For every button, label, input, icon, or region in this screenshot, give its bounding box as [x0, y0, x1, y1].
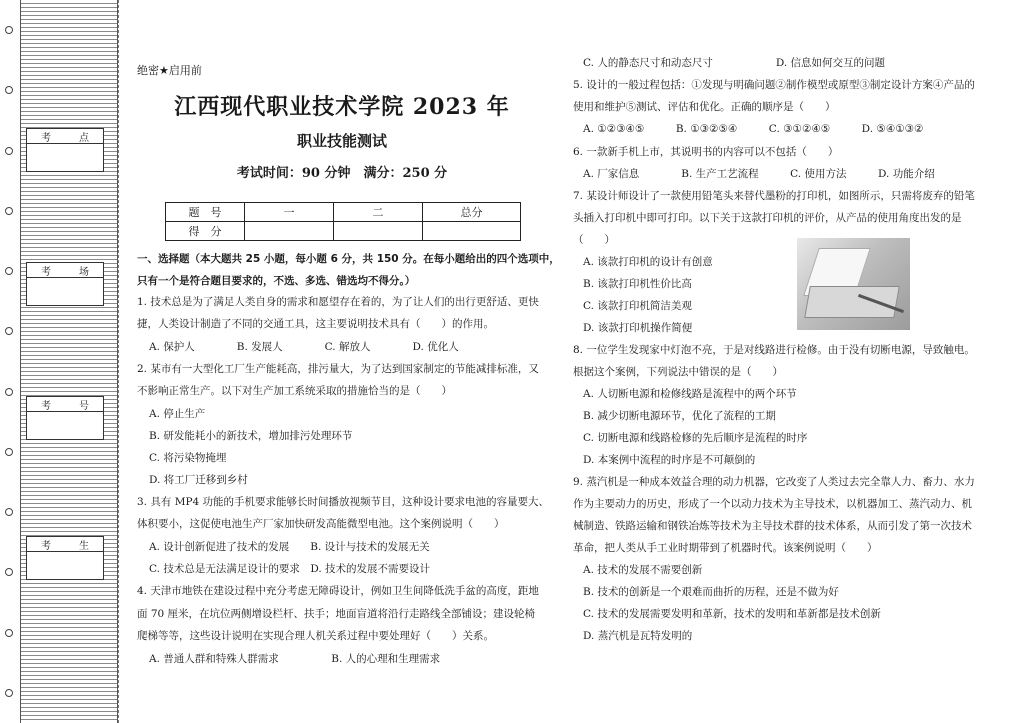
question-line: 不影响正常生产。以下对生产加工系统采取的措施恰当的是（ ）	[137, 385, 452, 397]
label-char: 号	[79, 400, 89, 412]
printer-body	[804, 286, 900, 318]
question-line: 面 70 厘米，在坑位两侧增设栏杆、扶手；地面盲道将沿行走路线全部铺设；建设轮椅	[137, 608, 536, 620]
option-line: C. 切断电源和线路检修的先后顺序是流程的时序	[583, 432, 808, 444]
question-line: 9. 蒸汽机是一种成本效益合理的动力机器，它改变了人类过去完全靠人力、畜力、水力	[573, 476, 975, 488]
option-line: A. 人切断电源和检修线路是流程中的两个环节	[583, 388, 797, 400]
question-line: 革命，把人类从手工业时期带到了机器时代。该案例说明（ ）	[573, 542, 878, 554]
hole-icon	[5, 508, 13, 516]
question-line: 头插入打印机中即可打印。以下关于这款打印机的评价，从产品的使用角度出发的是	[573, 212, 962, 224]
option-line: A. 普通人群和特殊人群需求 B. 人的心理和生理需求	[149, 653, 441, 665]
label-char: 场	[79, 266, 89, 278]
section-heading: 只有一个是符合题目要求的，不选、多选、错选均不得分。）	[137, 275, 416, 287]
hole-icon	[5, 26, 13, 34]
option-line: A. 厂家信息 B. 生产工艺流程 C. 使用方法 D. 功能介绍	[583, 168, 935, 180]
label-char: 生	[79, 540, 89, 552]
option-line: D. 本案例中流程的时序是不可颠倒的	[583, 454, 756, 466]
binding-holes	[4, 0, 14, 723]
option-line: C. 技术的发展需要发明和革新，技术的发明和革新都是技术创新	[583, 608, 881, 620]
table-cell: 得 分	[166, 222, 245, 241]
label-char: 考	[41, 132, 51, 144]
hole-icon	[5, 388, 13, 396]
table-cell	[245, 222, 334, 241]
secret-label: 绝密★启用前	[137, 64, 202, 77]
option-line: B. 该款打印机性价比高	[583, 278, 692, 290]
label-char: 考	[41, 540, 51, 552]
label-char: 考	[41, 400, 51, 412]
question-line: 根据这个案例，下列说法中错误的是（ ）	[573, 366, 783, 378]
cut-line	[118, 0, 119, 723]
option-line: B. 技术的创新是一个艰难而曲折的历程，还是不做为好	[583, 586, 839, 598]
table-cell	[423, 222, 521, 241]
exam-number-box	[26, 396, 104, 440]
option-line: A. 停止生产	[149, 408, 206, 420]
option-line: D. 该款打印机操作简便	[583, 322, 693, 334]
question-line: 体积要小，这促使电池生产厂家加快研发高能微型电池。这个案例说明（ ）	[137, 518, 505, 530]
question-line: 爬梯等等，这些设计说明在实现合理人机关系过程中要处理好（ ）关系。	[137, 630, 494, 642]
question-line: 捷，人类设计制造了不同的交通工具，这主要说明技术具有（ ）的作用。	[137, 318, 494, 330]
question-line: 械制造、铁路运输和钢铁冶炼等技术为主导技术群的技术体系，从而引发了第一次技术	[573, 520, 972, 532]
hole-icon	[5, 267, 13, 275]
option-line: D. 蒸汽机是瓦特发明的	[583, 630, 693, 642]
score-table-row	[166, 203, 521, 222]
option-line: C. 人的静态尺寸和动态尺寸 D. 信息如何交互的问题	[583, 57, 886, 69]
question-line: 3. 具有 MP4 功能的手机要求能够长时间播放视频节目，这种设计要求电池的容量要大、	[137, 496, 550, 508]
exam-title: 江西现代职业技术学院 2023 年	[174, 94, 510, 120]
table-cell: 总分	[423, 203, 521, 222]
option-line: C. 将污染物掩埋	[149, 452, 227, 464]
section-heading: 一、选择题（本大题共 25 小题，每小题 6 分，共 150 分。在每小题给出的四个选项中，	[137, 253, 560, 265]
option-line: C. 该款打印机简洁美观	[583, 300, 692, 312]
option-line: D. 将工厂迁移到乡村	[149, 474, 248, 486]
question-line: 7. 某设计师设计了一款使用铅笔头来替代墨粉的打印机，如图所示，只需将废弃的铅笔	[573, 190, 975, 202]
table-cell: 二	[334, 203, 423, 222]
exam-subtitle: 职业技能测试	[296, 132, 387, 150]
question-line: 8. 一位学生发现家中灯泡不亮，于是对线路进行检修。由于没有切断电源，导致触电。	[573, 344, 975, 356]
table-cell: 一	[245, 203, 334, 222]
option-line: A. 技术的发展不需要创新	[583, 564, 703, 576]
hole-icon	[5, 689, 13, 697]
hole-icon	[5, 568, 13, 576]
question-line: 1. 技术总是为了满足人类自身的需求和愿望存在着的，为了让人们的出行更舒适、更快	[137, 296, 539, 308]
hole-icon	[5, 207, 13, 215]
exam-time-info: 考试时间：90 分钟 满分：250 分	[236, 166, 448, 181]
exam-site-box	[26, 128, 104, 172]
question-line: （ ）	[573, 234, 615, 246]
candidate-box	[26, 536, 104, 580]
hole-icon	[5, 629, 13, 637]
question-line: 5. 设计的一般过程包括：①发现与明确问题②制作模型或原型③制定设计方案④产品的	[573, 79, 975, 91]
question-line: 2. 某市有一大型化工厂生产能耗高，排污量大，为了达到国家制定的节能减排标准，又	[137, 363, 539, 375]
hole-icon	[5, 448, 13, 456]
hole-icon	[5, 327, 13, 335]
question-line: 6. 一款新手机上市，其说明书的内容可以不包括（ ）	[573, 146, 839, 158]
pencil-printer-image	[797, 238, 910, 330]
label-char: 点	[79, 132, 89, 144]
option-line: B. 研发能耗小的新技术，增加排污处理环节	[149, 430, 353, 442]
option-line: A. 设计创新促进了技术的发展 B. 设计与技术的发展无关	[149, 541, 430, 553]
option-line: B. 减少切断电源环节，优化了流程的工期	[583, 410, 776, 422]
table-cell: 题 号	[166, 203, 245, 222]
hole-icon	[5, 86, 13, 94]
label-char: 考	[41, 266, 51, 278]
option-line: A. 该款打印机的设计有创意	[583, 256, 713, 268]
question-line: 作为主要动力的历史，形成了一个以动力技术为主导技术，以机器加工、蒸汽动力、机	[573, 498, 972, 510]
table-cell	[334, 222, 423, 241]
hole-icon	[5, 147, 13, 155]
option-line: A. 保护人 B. 发展人 C. 解放人 D. 优化人	[149, 341, 459, 353]
score-table	[165, 202, 521, 241]
option-line: A. ①②③④⑤ B. ①③②⑤④ C. ③①②④⑤ D. ⑤④①③②	[583, 123, 924, 135]
question-line: 4. 天津市地铁在建设过程中充分考虑无障碍设计，例如卫生间降低洗手盆的高度，距地	[137, 585, 539, 597]
binding-lines	[20, 0, 118, 723]
binding-strip	[0, 0, 120, 723]
question-line: 使用和维护⑤测试、评估和优化。正确的顺序是（ ）	[573, 101, 836, 113]
exam-room-box	[26, 262, 104, 306]
option-line: C. 技术总是无法满足设计的要求 D. 技术的发展不需要设计	[149, 563, 431, 575]
score-table-row	[166, 222, 521, 241]
